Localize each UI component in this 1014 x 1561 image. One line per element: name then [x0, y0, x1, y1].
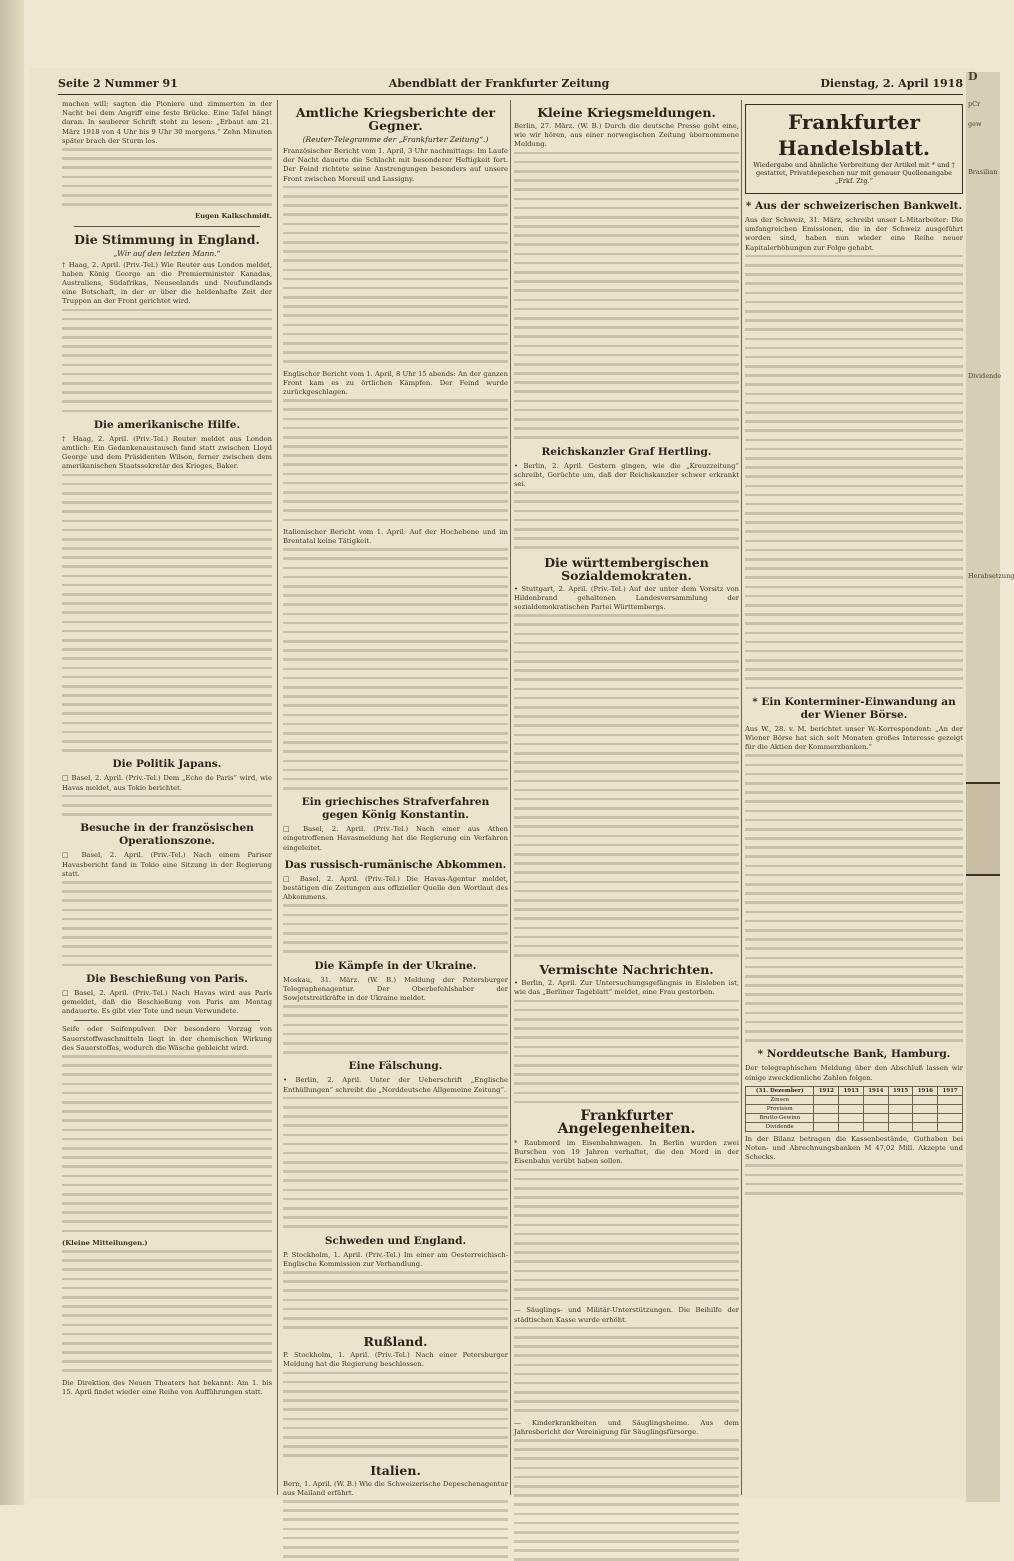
advertisement-box	[966, 782, 1000, 876]
article-text: — Säuglings- und Militär-Unterstützungen. Die Beihilfe der städtischen Kasse wurde erhöht.	[514, 1306, 739, 1324]
table-cell	[913, 1095, 938, 1104]
table-cell	[863, 1104, 888, 1113]
headline: Italien.	[370, 1462, 421, 1478]
text-block	[283, 548, 508, 789]
article-text: • Berlin, 2. April. Zur Untersuchungsgefängnis in Eisleben ist, wie das „Berliner Tageblatt“ meldet, eine Frau gestorben.	[514, 979, 739, 997]
table-cell	[888, 1122, 913, 1131]
table-cell	[913, 1113, 938, 1122]
article-subhead: (Kleine Mitteilungen.)	[62, 1238, 148, 1247]
column-1	[62, 100, 272, 1495]
headline: Rußland.	[363, 1334, 428, 1350]
table-cell	[839, 1095, 864, 1104]
article-author: Eugen Kalkschmidt.	[194, 212, 272, 221]
text-block	[283, 1005, 508, 1054]
article-text: Der telegraphischen Meldung über den Abschluß lassen wir einige zweckdienliche Zahlen folgen.	[745, 1064, 963, 1082]
table-cell	[814, 1104, 839, 1113]
binding-shadow	[0, 0, 24, 1505]
article-text: Aus W., 28. v. M. berichtet unser W.-Korrespondent: „An der Wiener Börse hat sich seit Monaten großes Interesse gezeigt für die Aktien der Kommerzbanken.“	[745, 724, 963, 752]
article-text: Die Direktion des Neuen Theaters hat bekannt: Am 1. bis 15. April findet wieder eine Reihe von Aufführungen statt.	[62, 1378, 272, 1396]
table-cell	[863, 1095, 888, 1104]
text-block	[62, 795, 272, 816]
column-3	[514, 100, 739, 1495]
article-text: P. Stockholm, 1. April. (Priv.-Tel.) Nach einer Petersburger Meldung hat die Regierung beschlossen.	[283, 1351, 508, 1369]
table-cell	[888, 1095, 913, 1104]
divider	[74, 226, 260, 227]
article-text: Seife oder Seifenpulver. Der besondere Vorzug von Sauerstoffwaschmitteln liegt in der chemischen Wirkung des Sauerstoffes, wodurch die Wäsche gebleicht wird.	[62, 1025, 272, 1052]
text-block	[283, 399, 508, 521]
headline: Die württembergischen Sozialdemokraten.	[544, 554, 709, 583]
table-cell	[913, 1104, 938, 1113]
table-cell	[863, 1122, 888, 1131]
headline: Kleine Kriegsmeldungen.	[537, 105, 716, 120]
edge-text: D	[968, 70, 978, 83]
edge-text: Brasilian	[968, 168, 998, 176]
divider	[74, 1020, 260, 1021]
table-cell	[863, 1113, 888, 1122]
article-text: In der Bilanz betragen die Kassenbestände, Guthaben bei Noten- und Abrechnungsbanken M 47,02 Mill. Akzepte und Schecks.	[745, 1134, 963, 1162]
headline: * Ein Konterminer-Einwandung an der Wiener Börse.	[752, 695, 956, 721]
headline: Die Stimmung in England.	[74, 231, 260, 247]
article-text: Berlin, 27. März. (W. B.) Durch die deutsche Presse geht eine, wie wir hören, aus einer norwegischen Zeitung übernommene Meldung.	[514, 122, 739, 149]
table-cell	[839, 1104, 864, 1113]
table-header-cell: 1915	[888, 1086, 913, 1095]
article-text: □ Basel, 2. April. (Priv.-Tel.) Nach Havas wird aus Paris gemeldet, daß die Beschießung von Paris am Montag andauerte. Es gibt vier Tote und neun Verwundete.	[62, 988, 272, 1016]
headline: Frankfurter Angelegenheiten.	[557, 1107, 696, 1137]
table-cell: Zinsen	[746, 1095, 814, 1104]
edge-text: gew	[968, 120, 982, 128]
headline: Schweden und England.	[324, 1234, 467, 1247]
table-header-cell: 1917	[938, 1086, 963, 1095]
article-text: □ Basel, 2. April. (Priv.-Tel.) Nach einer aus Athen eingetroffenen Havasmeldung hat die Regierung ein Verfahren eingeleitet.	[283, 825, 508, 852]
newspaper-title: Abendblatt der Frankfurter Zeitung	[388, 76, 610, 90]
article-text: Französischer Bericht vom 1. April, 3 Uhr nachmittags: Im Laufe der Nacht dauerte die Schlacht mit besonderer Heftigkeit fort. Der Feind richtete seine Anstrengungen besonders auf unsere Front zwischen Moreuil und Lassigny.	[283, 147, 508, 183]
text-block	[62, 1250, 272, 1372]
text-block	[283, 904, 508, 953]
table-cell	[814, 1122, 839, 1131]
section-title: Frankfurter Handelsblatt.	[778, 110, 930, 160]
text-block	[514, 1327, 739, 1412]
table-cell: Provision	[746, 1104, 814, 1113]
column-rule	[510, 100, 511, 1495]
table-header-cell: 1912	[814, 1086, 839, 1095]
headline: Die Politik Japans.	[112, 758, 222, 771]
column-rule	[741, 100, 742, 1495]
text-block	[283, 1271, 508, 1329]
table-cell: Dividende	[746, 1122, 814, 1131]
table-cell	[938, 1095, 963, 1104]
headline: Ein griechisches Strafverfahren gegen König Konstantin.	[301, 796, 490, 822]
table-header-cell: (31. Dezember)	[746, 1086, 814, 1095]
table-row	[746, 1122, 963, 1131]
table-cell	[888, 1113, 913, 1122]
table-header-cell: 1913	[839, 1086, 864, 1095]
table-header-cell: 1914	[863, 1086, 888, 1095]
text-block	[514, 491, 739, 549]
headline: * Aus der schweizerischen Bankwelt.	[745, 200, 963, 212]
text-block	[514, 614, 739, 957]
section-subtitle: Wiedergabe und ähnliche Verbreitung der Artikel mit * und † gestattet, Privatdepeschen nur mit genauer Quellenangabe „Frkf. Ztg.“	[753, 161, 955, 185]
edge-text: Herabsetzung	[968, 572, 1014, 580]
article-text: • Berlin, 2. April. Unter der Ueberschrift „Englische Enthüllungen“ schreibt die „Norddeutsche Allgemeine Zeitung“.	[283, 1076, 508, 1094]
article-text: Englischer Bericht vom 1. April, 8 Uhr 15 abends: An der ganzen Front kam es zu örtlichen Kämpfen. Der Feind wurde zurückgeschlagen.	[283, 369, 508, 396]
text-block	[62, 474, 272, 752]
text-block	[745, 1164, 963, 1194]
article-text: • Stuttgart, 2. April. (Priv.-Tel.) Auf der unter dem Vorsitz von Hildenbrand gehaltenen Landesversammlung der sozialdemokratischen Partei Württembergs.	[514, 584, 739, 611]
article-text: Italienischer Bericht vom 1. April: Auf der Hochebene und im Brentatal keine Tätigkeit.	[283, 527, 508, 545]
issue-date: Dienstag, 2. April 1918	[820, 76, 963, 90]
masthead	[58, 72, 963, 95]
headline: Die Beschießung von Paris.	[86, 972, 248, 985]
text-block	[62, 309, 272, 413]
article-text: □ Basel, 2. April. (Priv.-Tel.) Die Havas-Agentur meldet, bestätigen die Zeitungen aus offizieller Quelle den Wortlaut des Abkommens.	[283, 874, 508, 902]
table-row	[746, 1095, 963, 1104]
table-cell	[938, 1104, 963, 1113]
edge-text: pCr	[968, 100, 981, 108]
table-cell	[814, 1113, 839, 1122]
table-row	[746, 1104, 963, 1113]
article-text: * Raubmord im Eisenbahnwagen. In Berlin wurden zwei Burschen von 19 Jahren verhaftet, die den Mord in der Eisenbahn verübt haben sollen.	[514, 1138, 739, 1166]
text-block	[62, 1055, 272, 1232]
table-cell	[938, 1122, 963, 1131]
text-block	[283, 1097, 508, 1228]
table-header-cell: 1916	[913, 1086, 938, 1095]
article-text: Bern, 1. April. (W. B.) Wie die Schweizerische Depeschenagentur aus Mailand erfährt.	[283, 1479, 508, 1497]
column-rule	[277, 100, 278, 1495]
headline: Reichskanzler Graf Hertling.	[541, 445, 712, 458]
table-cell	[839, 1113, 864, 1122]
text-block	[745, 754, 963, 1041]
table-cell	[839, 1122, 864, 1131]
table-cell	[938, 1113, 963, 1122]
article-text: P. Stockholm, 1. April. (Priv.-Tel.) Im einer am Oesterreichisch-Englische Kommission zur Verhandlung.	[283, 1250, 508, 1268]
text-block	[514, 152, 739, 439]
article-text: machen will; sagten die Pioniere und zimmerten in der Nacht bei dem Angriff eine feste Brücke. Eine Tafel hängt daran. In sauberer Schrift steht zu lesen: „Erbaut am 21. März 1918 von 4 Uhr bis 9 Uhr 30 morgens.“ Zehn Minuten später brach der Sturm los.	[62, 100, 272, 145]
text-block	[283, 1372, 508, 1457]
text-block	[514, 1000, 739, 1104]
table-row	[746, 1113, 963, 1122]
text-block	[745, 255, 963, 689]
article-text: Moskau, 31. März. (W. B.) Meldung der Petersburger Telegraphenagentur. Der Oberbefehlshaber der Sowjetstreitkräfte in der Ukraine meldet.	[283, 975, 508, 1003]
financial-table	[745, 1086, 963, 1132]
article-text: • Berlin, 2. April. Gestern gingen, wie die „Kreuzzeitung“ schreibt, Gerüchte um, daß der Reichskanzler schwer erkrankt sei.	[514, 461, 739, 489]
table-cell: Brutto-Gewinn	[746, 1113, 814, 1122]
text-block	[62, 881, 272, 966]
headline: Eine Fälschung.	[348, 1060, 443, 1073]
page-number: Seite 2 Nummer 91	[58, 76, 178, 90]
article-text: † Haag, 2. April. (Priv.-Tel.) Wie Reuter aus London meldet, haben König George an die Premierminister Kanadas, Australiens, Südafrikas, Neuseelands und Neufundlands eine Botschaft, in der er über die heldenhafte Zeit der Truppen an der Front gerichtet wird.	[62, 260, 272, 306]
text-block	[283, 186, 508, 363]
table-cell	[888, 1104, 913, 1113]
text-block	[514, 1439, 739, 1561]
headline: Das russisch-rumänische Abkommen.	[284, 858, 507, 871]
edge-text: Dividende	[968, 372, 1002, 380]
table-cell	[913, 1122, 938, 1131]
headline: Besuche in der französischen Operationszone.	[80, 822, 254, 848]
text-block	[62, 148, 272, 206]
adjacent-page-edge	[966, 70, 1014, 1502]
subheadline: (Reuter-Telegramme der „Frankfurter Zeitung“.)	[302, 135, 489, 144]
text-block	[283, 1500, 508, 1558]
headline: Amtliche Kriegsberichte der Gegner.	[295, 105, 496, 133]
headline: Die Kämpfe in der Ukraine.	[314, 959, 477, 972]
text-block	[514, 1169, 739, 1300]
column-4	[745, 100, 963, 1495]
table-cell	[814, 1095, 839, 1104]
subheadline: „Wir auf den letzten Mann.“	[113, 248, 221, 258]
handelsblatt-header	[745, 104, 963, 194]
headline: * Norddeutsche Bank, Hamburg.	[757, 1048, 951, 1061]
article-text: — Kinderkrankheiten und Säuglingsheime. Aus dem Jahresbericht der Vereinigung für Säuglingsfürsorge.	[514, 1418, 739, 1436]
headline: Vermischte Nachrichten.	[539, 962, 714, 978]
column-2	[283, 100, 508, 1495]
article-text: Aus der Schweiz, 31. März, schreibt unser L-Mitarbeiter: Die umfangreichen Emissionen, die in der Schweiz ausgeführt worden sind, haben nun wieder eine Reihe neuer Kapitalerhöhungen zur Folge gehabt.	[745, 216, 963, 252]
headline: Die amerikanische Hilfe.	[93, 418, 241, 431]
article-text: □ Basel, 2. April. (Priv.-Tel.) Nach einem Pariser Havasbericht fand in Tokio eine Sitzung in der Regierung statt.	[62, 851, 272, 878]
article-text: □ Basel, 2. April. (Priv.-Tel.) Dem „Echo de Paris“ wird, wie Havas meldet, aus Tokio berichtet.	[62, 774, 272, 792]
article-text: † Haag, 2. April. (Priv.-Tel.) Reuter meldet aus London amtlich: Ein Gedankenaustausch fand statt zwischen Lloyd George und dem Präsidenten Wilson, ferner zwischen dem amerikanischen Staatssekretär des Krieges, Baker.	[62, 434, 272, 471]
